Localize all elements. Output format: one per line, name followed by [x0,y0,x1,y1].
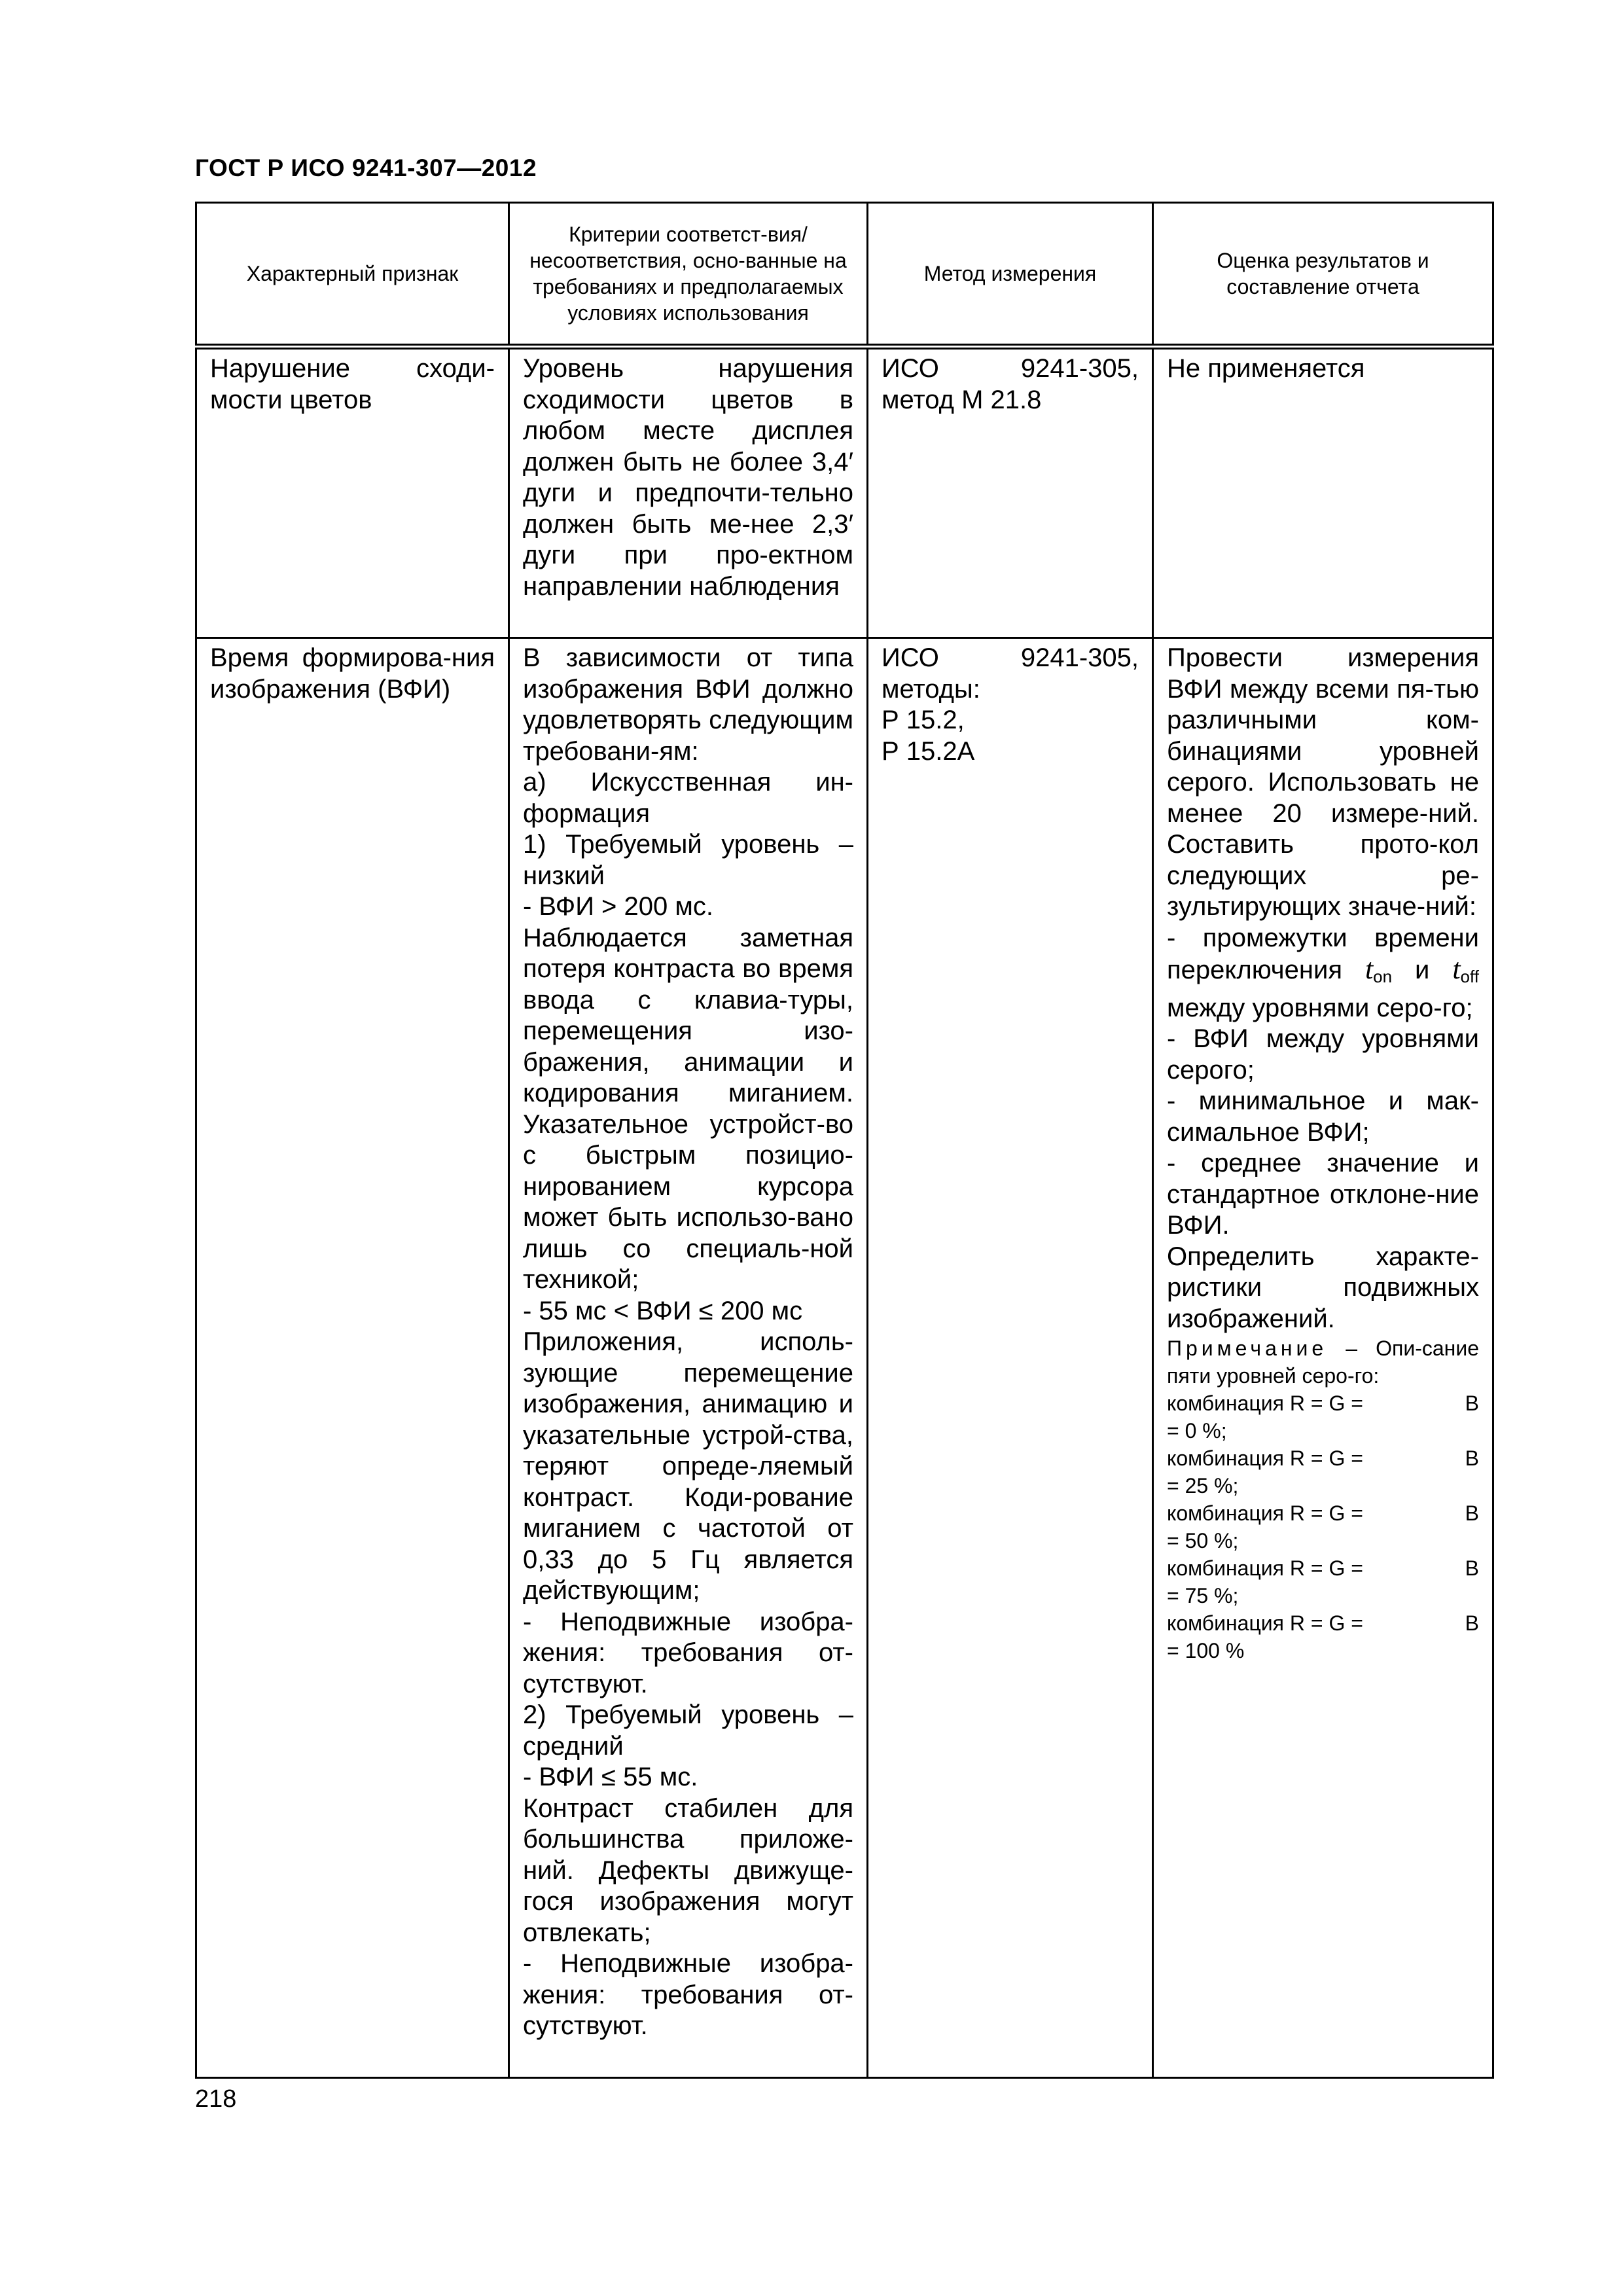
cell-feature: Нарушение сходи-мости цветов [196,347,509,638]
list-item: комбинация R = G = B = 50 %; [1167,1501,1479,1552]
column-header-criteria: Критерии соответст-вия/несоответствия, осно-ванные на требованиях и предполагаемых условиях использования [509,203,868,347]
evaluation-paragraph: Не применяется [1167,354,1365,383]
cell-method [868,638,1153,2078]
criteria-paragraph: 2) Требуемый уровень – средний [523,1700,853,1761]
evaluation-switching-times: - промежутки времени переключения $t_{on}$ и $t_{off}$ между уровнями серо-го; [1167,923,1479,1022]
method-line: ИСО 9241-305, метод М 21.8 [882,354,1139,414]
cell-feature: Время формирова-ния изображения (ВФИ) [196,638,509,2078]
cell-criteria [509,638,868,2078]
t-off-symbol: t [1452,953,1461,985]
table-row [196,347,1493,638]
criteria-paragraph: - ВФИ > 200 мс. [523,892,713,921]
evaluation-paragraph: Провести измерения ВФИ между всеми пя-тью различными ком-бинациями уровней серого. Использовать не менее 20 измере-ний. Составить прото-кол следующих ре-зультирующих значе-ний: [1167,643,1479,921]
evaluation-paragraph: - среднее значение и стандартное отклоне-ние ВФИ. [1167,1149,1479,1240]
note-text: – Опи-сание пяти уровней серо-го: [1167,1336,1479,1388]
criteria-paragraph: Уровень нарушения сходимости цветов в любом месте дисплея должен быть не более 3,4′ дуги и предпочти-тельно должен быть ме-нее 2,3′ дуги при про-ектном направлении наблюдения [523,354,853,601]
criteria-paragraph: 1) Требуемый уровень – низкий [523,830,853,890]
list-item: комбинация R = G = B = 25 %; [1167,1446,1479,1498]
gray-level-list [1167,1390,1479,1664]
t-on-symbol: t [1364,953,1374,985]
evaluation-paragraph: - минимальное и мак-симальное ВФИ; [1167,1086,1479,1147]
criteria-paragraph: а) Искусственная ин-формация [523,768,853,828]
method-line: ИСО 9241-305, методы: [882,643,1139,704]
list-item: комбинация R = G = B = 75 %; [1167,1556,1479,1607]
list-item: комбинация R = G = B = 0 %; [1167,1391,1479,1443]
cell-method [868,347,1153,638]
t-on-subscript: on [1373,967,1393,986]
criteria-paragraph: Контраст стабилен для большинства приложе-ний. Дефекты движуще-гося изображения могут отвлекать; [523,1793,853,1947]
list-item: комбинация R = G = B = 100 % [1167,1611,1479,1662]
method-line: Р 15.2, [882,706,965,734]
table-row [196,638,1493,2078]
cell-criteria [509,347,868,638]
column-header-method: Метод измерения [868,203,1153,347]
note [1167,1335,1479,1390]
cell-evaluation [1153,638,1493,2078]
requirements-table [195,202,1494,2079]
criteria-paragraph: - Неподвижные изобра-жения: требования от-сутствуют. [523,1949,853,2040]
t-off-subscript: off [1460,967,1479,986]
page-number: 218 [195,2085,237,2113]
document-code: ГОСТ Р ИСО 9241-307—2012 [195,154,537,181]
column-header-feature: Характерный признак [196,203,509,347]
criteria-paragraph: - Неподвижные изобра-жения: требования от-сутствуют. [523,1607,853,1698]
criteria-paragraph: - 55 мс < ВФИ ≤ 200 мс [523,1296,803,1325]
criteria-paragraph: В зависимости от типа изображения ВФИ должно удовлетворять следующим требовани-ям: [523,643,853,766]
criteria-paragraph: - ВФИ ≤ 55 мс. [523,1763,698,1791]
table-header [196,203,1493,347]
criteria-paragraph: Наблюдается заметная потеря контраста во время ввода с клавиа-туры, перемещения изо-бражения, анимации и кодирования миганием. Указательное устройст-во с быстрым позицио-нированием курсора может быть использо-вано лишь со специаль-ной техникой; [523,923,853,1294]
note-label: Примечание [1167,1336,1328,1360]
evaluation-paragraph: Определить характе-ристики подвижных изображений. [1167,1242,1479,1333]
column-header-evaluation: Оценка результатов и составление отчета [1153,203,1493,347]
cell-evaluation [1153,347,1493,638]
method-line: Р 15.2А [882,736,975,766]
evaluation-paragraph: - ВФИ между уровнями серого; [1167,1024,1479,1085]
criteria-paragraph: Приложения, исполь-зующие перемещение изображения, анимацию и указательные устрой-ства, теряют опреде-ляемый контраст. Коди-рование миганием с частотой от 0,33 до 5 Гц является действующим; [523,1327,853,1605]
